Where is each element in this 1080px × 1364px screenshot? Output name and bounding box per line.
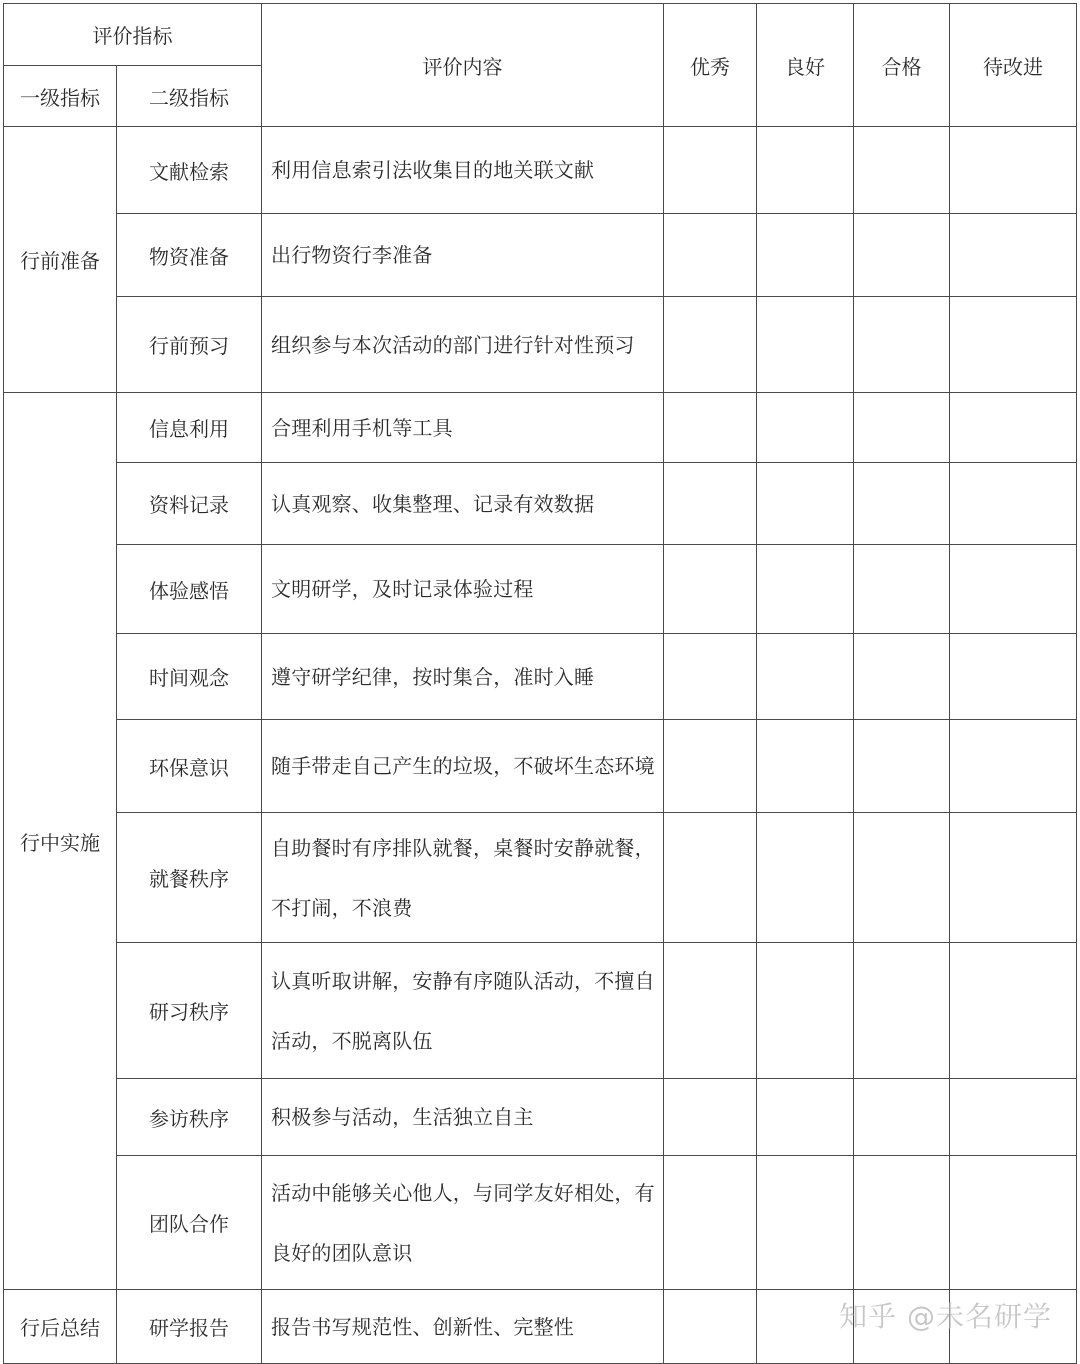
header-level1: 一级指标	[4, 66, 117, 127]
grade-cell-excellent[interactable]	[664, 463, 757, 545]
header-grade-excellent: 优秀	[664, 4, 757, 127]
table-row	[4, 813, 1077, 943]
content-cell: 认真听取讲解，安静有序随队活动，不擅自活动，不脱离队伍	[262, 943, 664, 1079]
grade-cell-pass[interactable]	[854, 720, 950, 813]
table-row	[4, 634, 1077, 720]
grade-cell-good[interactable]	[757, 1156, 854, 1290]
level2-cell: 文献检索	[117, 127, 262, 214]
grade-cell-good[interactable]	[757, 720, 854, 813]
grade-cell-pass[interactable]	[854, 634, 950, 720]
grade-cell-good[interactable]	[757, 634, 854, 720]
header-level2: 二级指标	[117, 66, 262, 127]
grade-cell-pass[interactable]	[854, 214, 950, 297]
level2-cell: 研习秩序	[117, 943, 262, 1079]
header-eval-indicators: 评价指标	[4, 4, 262, 66]
content-cell: 文明研学，及时记录体验过程	[262, 545, 664, 634]
grade-cell-excellent[interactable]	[664, 943, 757, 1079]
level2-cell: 信息利用	[117, 393, 262, 463]
table-row	[4, 545, 1077, 634]
content-cell: 随手带走自己产生的垃圾，不破坏生态环境	[262, 720, 664, 813]
grade-cell-improve[interactable]	[950, 813, 1077, 943]
grade-cell-improve[interactable]	[950, 634, 1077, 720]
table-row	[4, 393, 1077, 463]
evaluation-table	[3, 3, 1077, 1364]
header-grade-improve: 待改进	[950, 4, 1077, 127]
content-cell: 合理利用手机等工具	[262, 393, 664, 463]
grade-cell-excellent[interactable]	[664, 214, 757, 297]
grade-cell-excellent[interactable]	[664, 545, 757, 634]
grade-cell-excellent[interactable]	[664, 1156, 757, 1290]
table-row	[4, 214, 1077, 297]
content-cell: 活动中能够关心他人，与同学友好相处，有良好的团队意识	[262, 1156, 664, 1290]
level2-cell: 体验感悟	[117, 545, 262, 634]
content-cell: 组织参与本次活动的部门进行针对性预习	[262, 297, 664, 393]
table-row	[4, 943, 1077, 1079]
grade-cell-improve[interactable]	[950, 1156, 1077, 1290]
table-row	[4, 720, 1077, 813]
grade-cell-good[interactable]	[757, 214, 854, 297]
grade-cell-excellent[interactable]	[664, 634, 757, 720]
content-cell: 利用信息索引法收集目的地关联文献	[262, 127, 664, 214]
table-row	[4, 1156, 1077, 1290]
content-cell: 遵守研学纪律，按时集合，准时入睡	[262, 634, 664, 720]
grade-cell-improve[interactable]	[950, 1079, 1077, 1156]
content-cell: 报告书写规范性、创新性、完整性	[262, 1290, 664, 1364]
grade-cell-pass[interactable]	[854, 297, 950, 393]
grade-cell-pass[interactable]	[854, 127, 950, 214]
header-grade-good: 良好	[757, 4, 854, 127]
grade-cell-excellent[interactable]	[664, 393, 757, 463]
level1-cell: 行中实施	[4, 393, 117, 1290]
grade-cell-good[interactable]	[757, 1079, 854, 1156]
watermark: 知乎 @未名研学	[839, 1300, 1052, 1333]
level1-cell: 行前准备	[4, 127, 117, 393]
grade-cell-pass[interactable]	[854, 1156, 950, 1290]
grade-cell-excellent[interactable]	[664, 813, 757, 943]
grade-cell-pass[interactable]	[854, 393, 950, 463]
table-row	[4, 127, 1077, 214]
grade-cell-improve[interactable]	[950, 720, 1077, 813]
level2-cell: 研学报告	[117, 1290, 262, 1364]
header-row-top	[4, 4, 1077, 66]
grade-cell-excellent[interactable]	[664, 720, 757, 813]
level2-cell: 参访秩序	[117, 1079, 262, 1156]
level2-cell: 团队合作	[117, 1156, 262, 1290]
level2-cell: 行前预习	[117, 297, 262, 393]
content-cell: 自助餐时有序排队就餐，桌餐时安静就餐，不打闹，不浪费	[262, 813, 664, 943]
grade-cell-good[interactable]	[757, 463, 854, 545]
content-cell: 认真观察、收集整理、记录有效数据	[262, 463, 664, 545]
grade-cell-pass[interactable]	[854, 943, 950, 1079]
level2-cell: 就餐秩序	[117, 813, 262, 943]
content-cell: 积极参与活动，生活独立自主	[262, 1079, 664, 1156]
grade-cell-good[interactable]	[757, 393, 854, 463]
table-row	[4, 463, 1077, 545]
level2-cell: 物资准备	[117, 214, 262, 297]
header-grade-pass: 合格	[854, 4, 950, 127]
level2-cell: 时间观念	[117, 634, 262, 720]
grade-cell-improve[interactable]	[950, 463, 1077, 545]
grade-cell-improve[interactable]	[950, 943, 1077, 1079]
grade-cell-excellent[interactable]	[664, 127, 757, 214]
grade-cell-good[interactable]	[757, 545, 854, 634]
grade-cell-improve[interactable]	[950, 393, 1077, 463]
grade-cell-good[interactable]	[757, 297, 854, 393]
grade-cell-improve[interactable]	[950, 297, 1077, 393]
table-row	[4, 297, 1077, 393]
grade-cell-excellent[interactable]	[664, 1079, 757, 1156]
level2-cell: 资料记录	[117, 463, 262, 545]
grade-cell-good[interactable]	[757, 943, 854, 1079]
grade-cell-improve[interactable]	[950, 214, 1077, 297]
level2-cell: 环保意识	[117, 720, 262, 813]
header-content: 评价内容	[262, 4, 664, 127]
grade-cell-pass[interactable]	[854, 545, 950, 634]
grade-cell-excellent[interactable]	[664, 1290, 757, 1364]
grade-cell-pass[interactable]	[854, 813, 950, 943]
content-cell: 出行物资行李准备	[262, 214, 664, 297]
grade-cell-excellent[interactable]	[664, 297, 757, 393]
grade-cell-improve[interactable]	[950, 127, 1077, 214]
level1-cell: 行后总结	[4, 1290, 117, 1364]
grade-cell-pass[interactable]	[854, 1079, 950, 1156]
grade-cell-pass[interactable]	[854, 463, 950, 545]
grade-cell-good[interactable]	[757, 127, 854, 214]
table-row	[4, 1079, 1077, 1156]
grade-cell-improve[interactable]	[950, 545, 1077, 634]
grade-cell-good[interactable]	[757, 813, 854, 943]
